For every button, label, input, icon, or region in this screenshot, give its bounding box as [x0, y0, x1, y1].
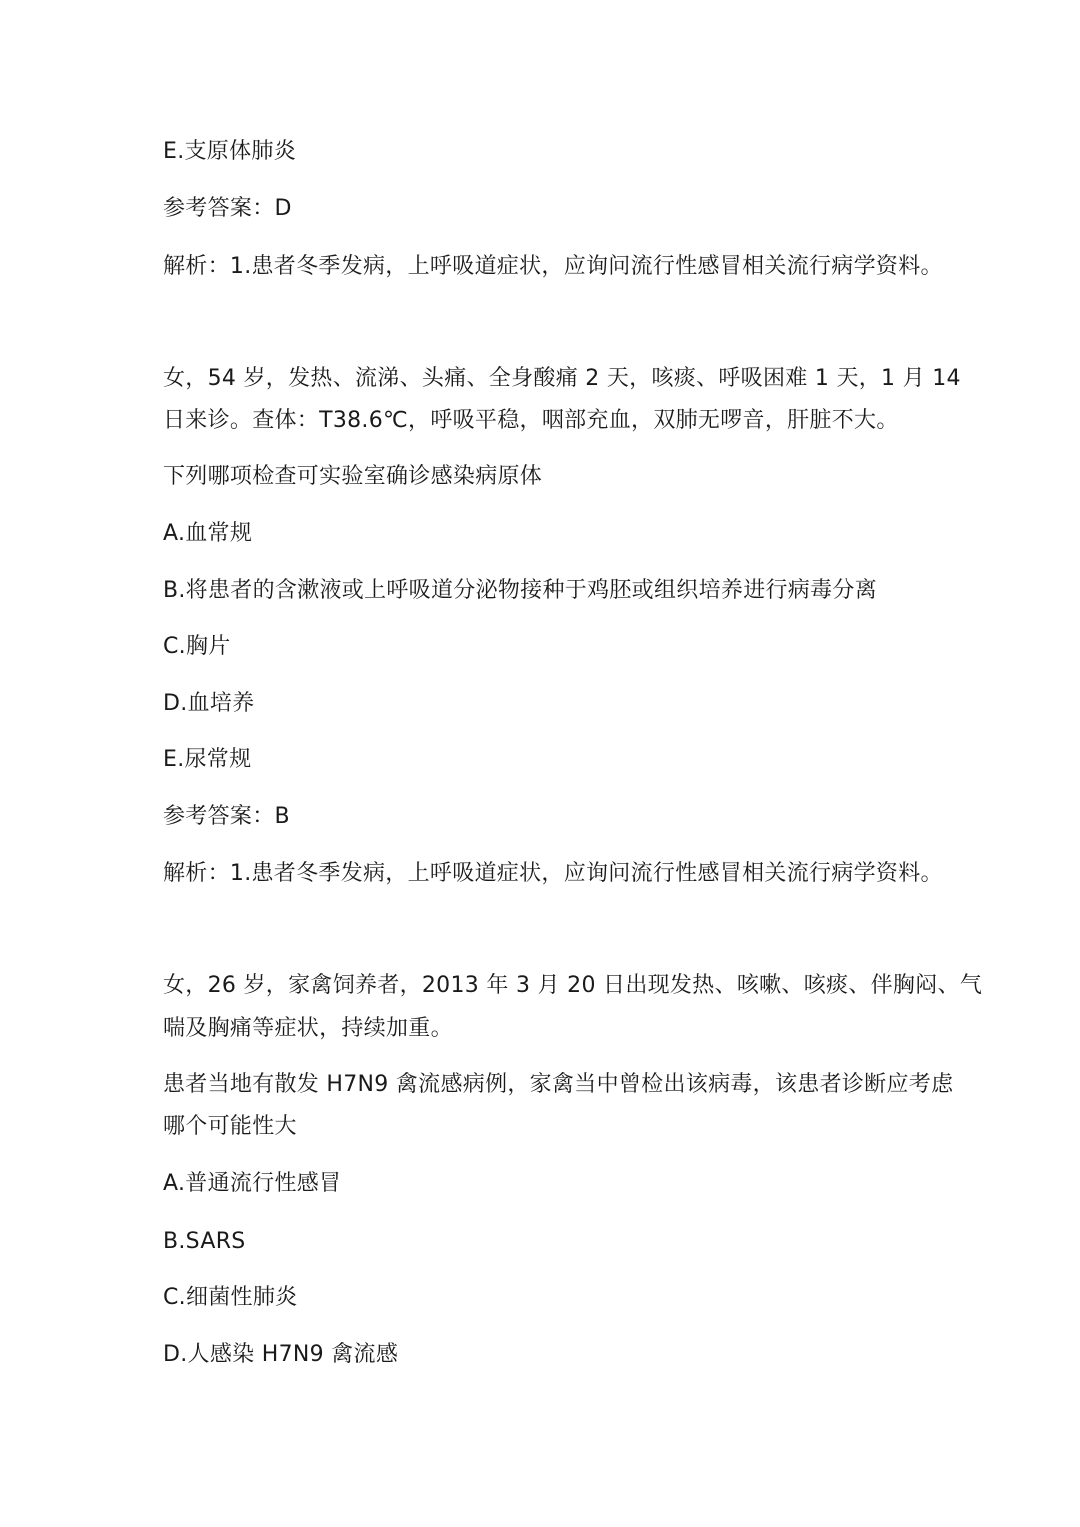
option-c-text: C.细菌性肺炎	[163, 1285, 298, 1310]
explanation-text: 解析：1.患者冬季发病，上呼吸道症状，应询问流行性感冒相关流行病学资料。	[163, 861, 943, 886]
question-text-line-1: 患者当地有散发 H7N9 禽流感病例，家禽当中曾检出该病毒，该患者诊断应考虑	[163, 1072, 954, 1097]
case-description-line-2: 喘及胸痛等症状，持续加重。	[163, 1016, 453, 1041]
option-e-text: E.支原体肺炎	[163, 139, 296, 164]
option-b-text: B.SARS	[163, 1229, 246, 1254]
question-text: 下列哪项检查可实验室确诊感染病原体	[163, 464, 543, 489]
option-d-text: D.血培养	[163, 691, 255, 716]
option-d-text: D.人感染 H7N9 禽流感	[163, 1342, 399, 1367]
case-description-line-1: 女，54 岁，发热、流涕、头痛、全身酸痛 2 天，咳痰、呼吸困难 1 天，1 月 14	[163, 366, 961, 391]
answer-text: 参考答案：D	[163, 196, 292, 221]
case-description-line-2: 日来诊。查体：T38.6℃，呼吸平稳，咽部充血，双肺无啰音，肝脏不大。	[163, 408, 899, 433]
option-e-text: E.尿常规	[163, 747, 252, 772]
question-text-line-2: 哪个可能性大	[163, 1114, 297, 1139]
answer-text: 参考答案：B	[163, 804, 290, 829]
option-b-text: B.将患者的含漱液或上呼吸道分泌物接种于鸡胚或组织培养进行病毒分离	[163, 578, 877, 603]
case-description-line-1: 女，26 岁，家禽饲养者，2013 年 3 月 20 日出现发热、咳嗽、咳痰、伴胸闷、气	[163, 973, 983, 998]
option-a-text: A.血常规	[163, 521, 253, 546]
option-c-text: C.胸片	[163, 634, 231, 659]
option-a-text: A.普通流行性感冒	[163, 1171, 342, 1196]
explanation-text: 解析：1.患者冬季发病，上呼吸道症状，应询问流行性感冒相关流行病学资料。	[163, 254, 943, 279]
